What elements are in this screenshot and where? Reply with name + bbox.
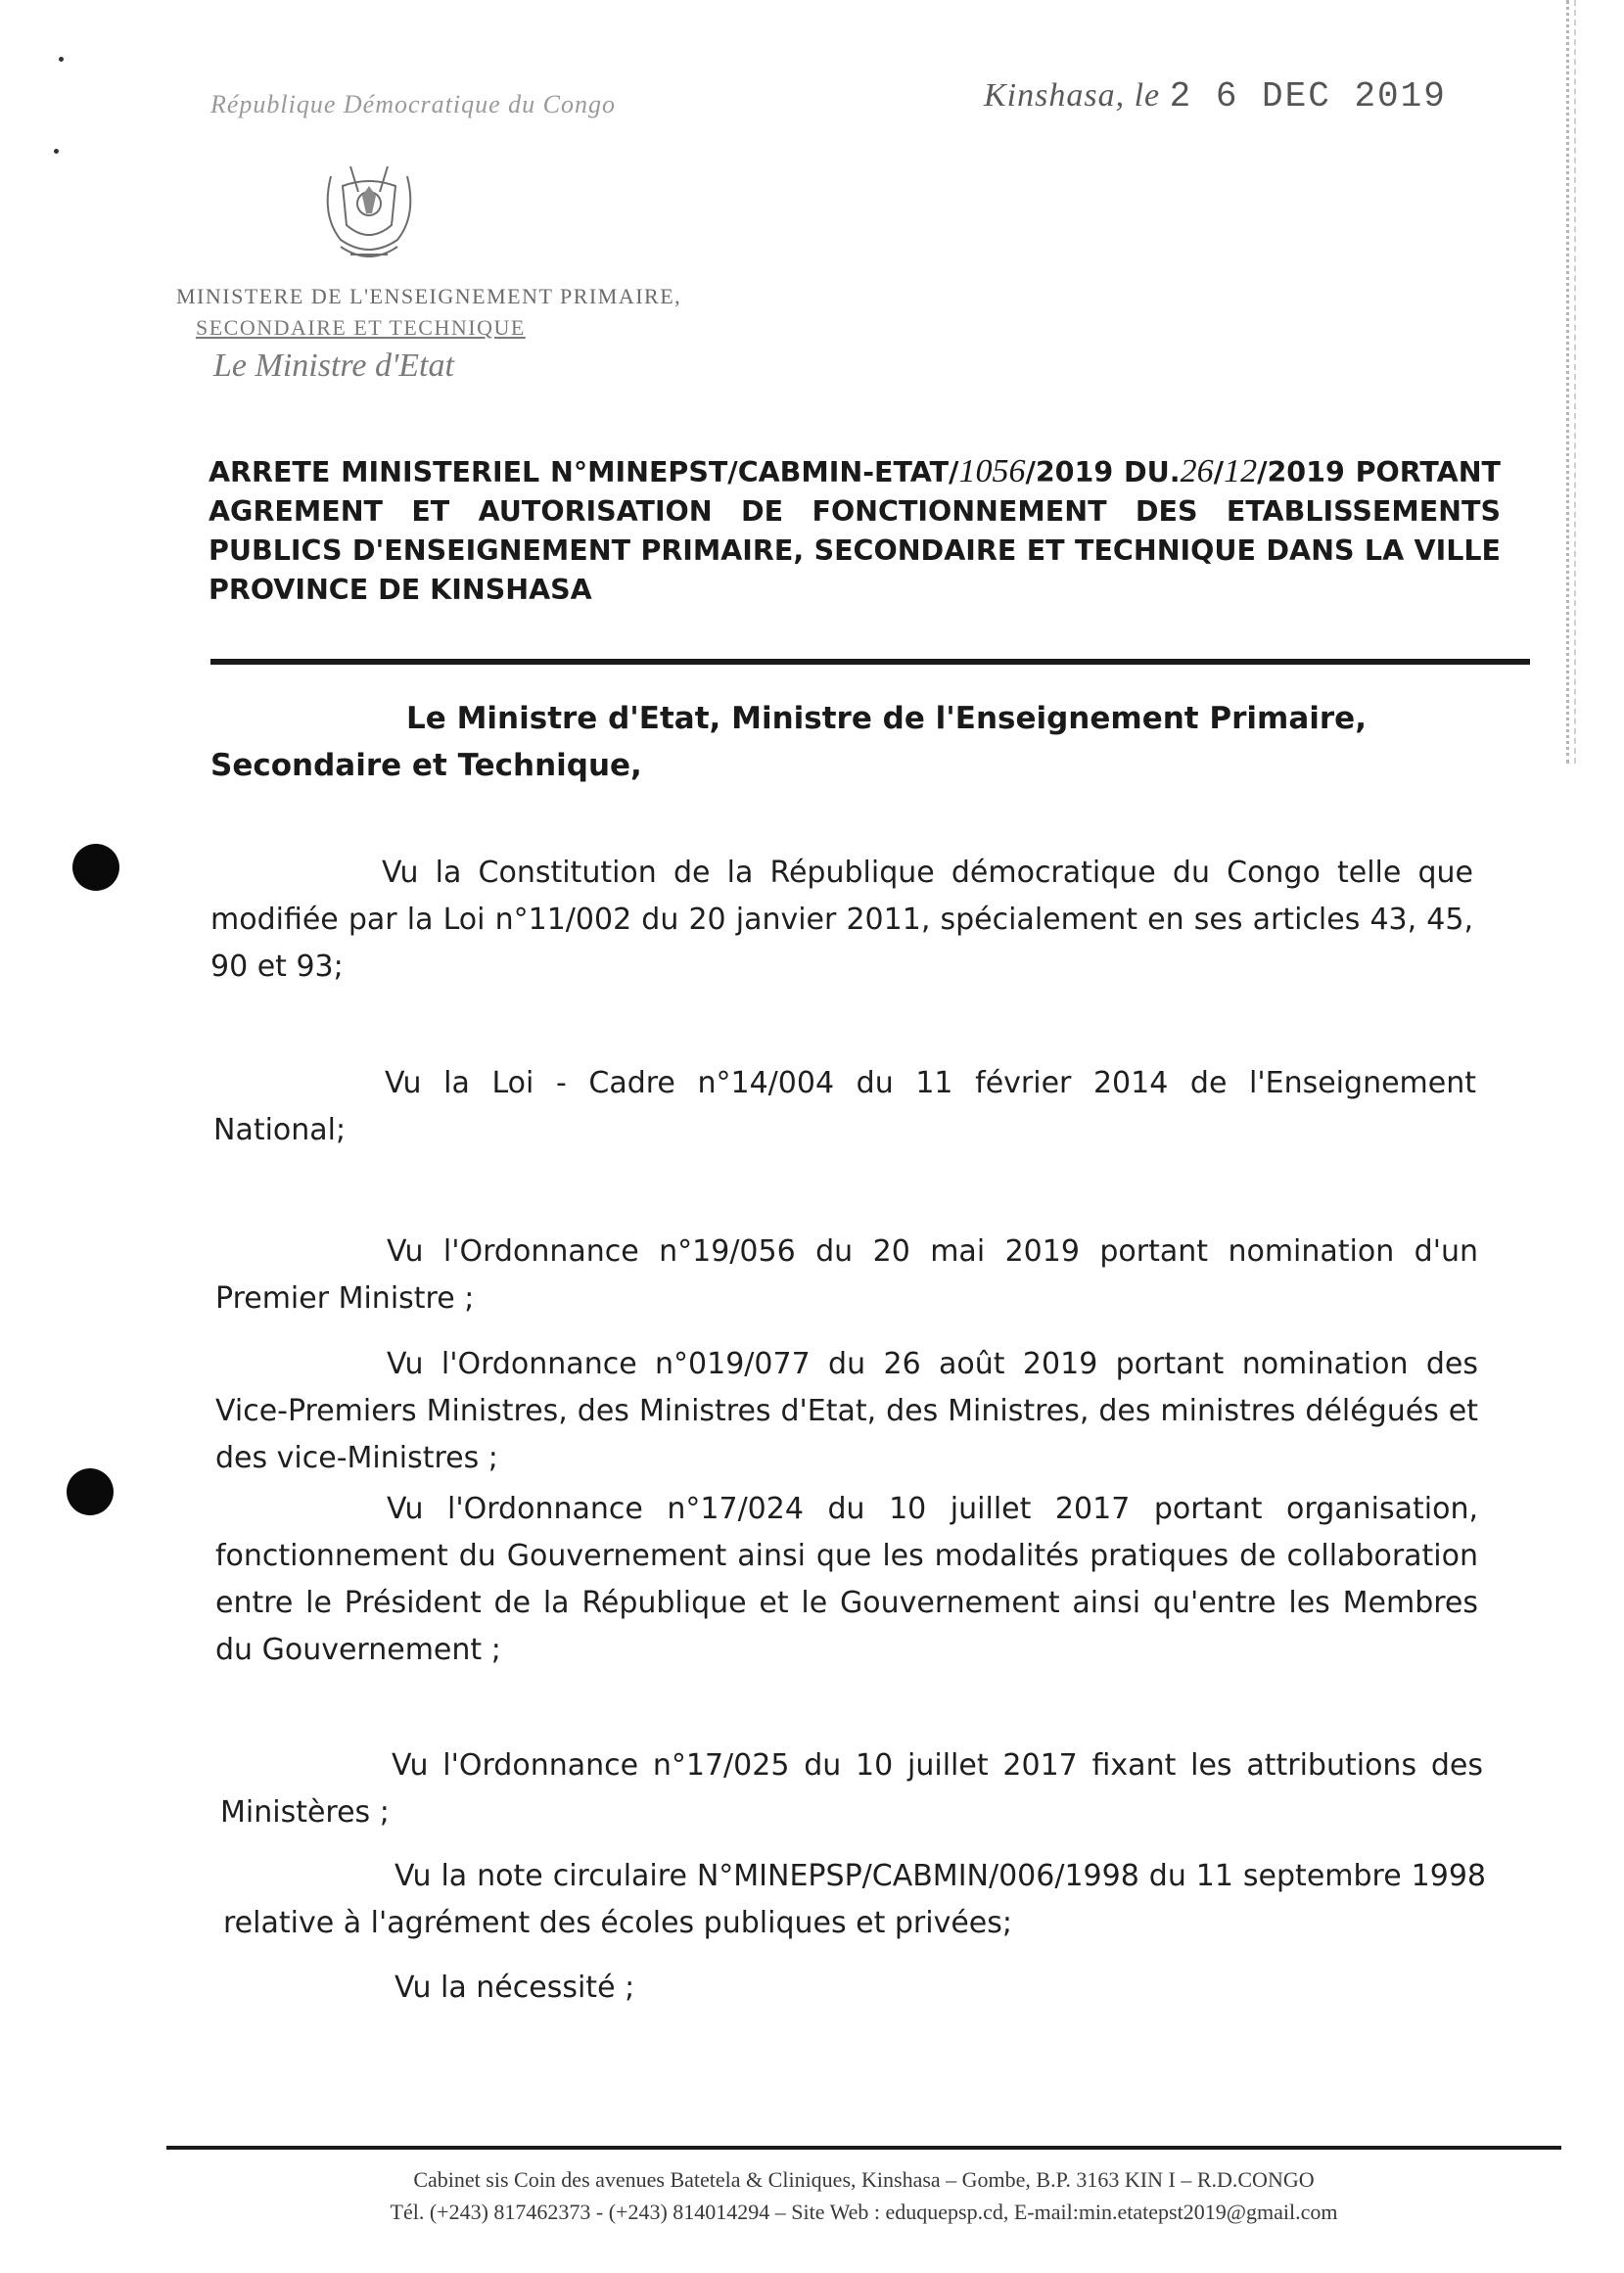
paragraph-constitution: Vu la Constitution de la République démocratique du Congo telle que modifiée par la Loi n°11/002 du 20 janvier 2011, spécialement en ses articles 43, 45, 90 et 93; [210,856,1473,984]
paragraph-ordonnance-organisation: Vu l'Ordonnance n°17/024 du 10 juillet 2017 portant organisation, fonctionnement du Gouvernement ainsi que les modalités pratiques de collaboration entre le Président de la République et le Gouvernement ainsi qu'entre les Membres du Gouvernement ; [215,1492,1478,1667]
decree-year-end: /2019 [1257,456,1345,488]
date-prefix: Kinshasa, le [984,77,1161,114]
decree-number: 1056 [958,453,1026,489]
decree-subject: PORTANT AGREMENT ET AUTORISATION DE FONCTIONNEMENT DES ETABLISSEMENTS PUBLICS D'ENSEIGNEMENT PRIMAIRE, SECONDAIRE ET TECHNIQUE DANS LA VILLE PROVINCE DE KINSHASA [209,456,1501,606]
punch-hole [72,844,119,891]
footer-contact: Tél. (+243) 817462373 - (+243) 814014294 – Site Web : eduquepsp.cd, E-mail:min.etatepst2019@gmail.com [390,2200,1338,2224]
paragraph-loi-cadre: Vu la Loi - Cadre n°14/004 du 11 février 2014 de l'Enseignement National; [213,1066,1476,1147]
decree-day: 26 [1180,453,1214,489]
minister-heading: Le Ministre d'Etat, Ministre de l'Enseignement Primaire, Secondaire et Technique, [210,701,1367,783]
title-divider [210,659,1530,665]
paragraph-note-circulaire: Vu la note circulaire N°MINEPSP/CABMIN/006/1998 du 11 septembre 1998 relative à l'agrément des écoles publiques et privées; [223,1859,1486,1940]
footer-address: Cabinet sis Coin des avenues Batetela & Cliniques, Kinshasa – Gombe, B.P. 3163 KIN I – R.D.CONGO [413,2167,1315,2192]
decree-prefix: ARRETE MINISTERIEL N°MINEPST/CABMIN-ETAT/ [209,456,959,488]
ministry-name-line-2: SECONDAIRE ET TECHNIQUE [196,315,526,340]
scan-speck [59,57,64,62]
coat-of-arms-icon [311,157,427,274]
paragraph-ordonnance-premier-ministre: Vu l'Ordonnance n°19/056 du 20 mai 2019 portant nomination d'un Premier Ministre ; [215,1234,1478,1316]
date-stamp: 2 6 DEC 2019 [1169,76,1447,116]
decree-month: 12 [1224,453,1258,489]
ministry-name-line-1: MINISTERE DE L'ENSEIGNEMENT PRIMAIRE, [176,284,682,308]
paragraph-necessite: Vu la nécessité ; [394,1971,635,2005]
minister-signature-title: Le Ministre d'Etat [213,348,454,384]
paragraph-ordonnance-attributions: Vu l'Ordonnance n°17/025 du 10 juillet 2017 fixant les attributions des Ministères ; [220,1748,1483,1830]
scan-edge-artifact [1574,0,1582,764]
scan-speck [54,149,59,154]
decree-sep: / [1213,456,1225,488]
punch-hole [67,1468,114,1515]
decree-year-mid: /2019 DU. [1025,456,1181,488]
paragraph-ordonnance-nomination: Vu l'Ordonnance n°019/077 du 26 août 2019 portant nomination des Vice-Premiers Ministres, des Ministres d'Etat, des Ministres, des ministres délégués et des vice-Ministres ; [215,1347,1478,1475]
footer-rule [166,2146,1561,2150]
decree-title [209,452,1501,610]
date-line [984,76,1447,116]
republic-header: République Démocratique du Congo [210,90,616,118]
